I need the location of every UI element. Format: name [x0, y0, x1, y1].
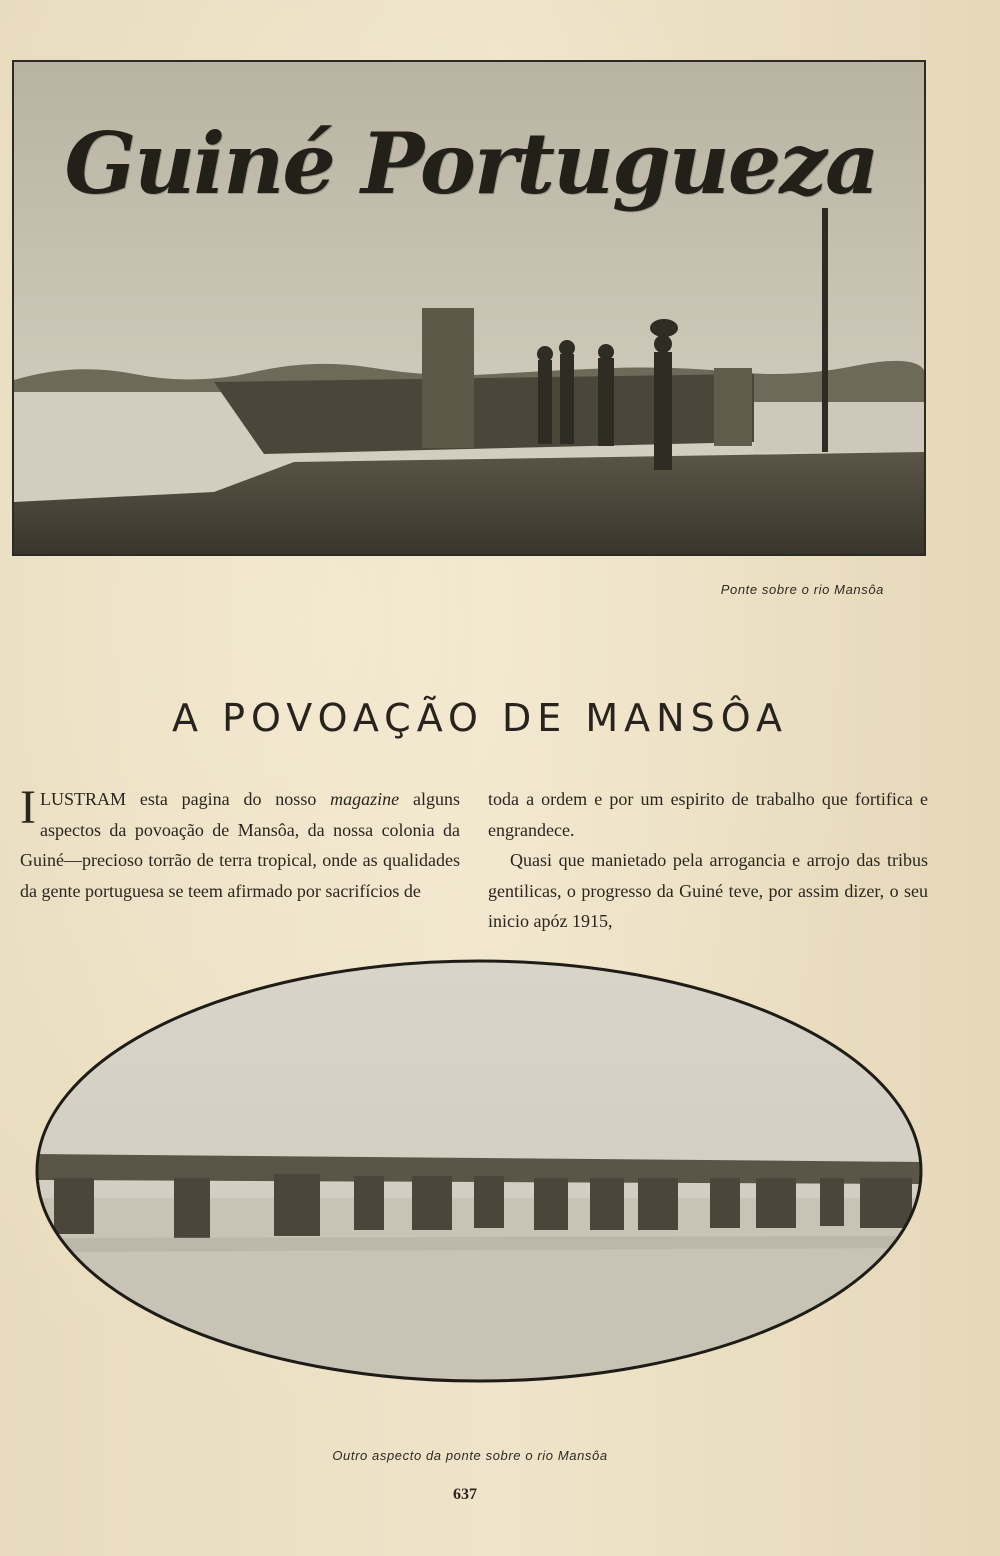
article-paragraph [20, 781, 461, 906]
emphasis-text: magazine [330, 789, 400, 809]
article-paragraph: Quasi que manietado pela arrogancia e arrojo das tribus gentilicas, o progresso da Guiné teve, por assim dizer, o seu inicio apóz 1915, [488, 850, 928, 931]
masthead-title: Guiné Portugueza [64, 114, 878, 213]
bottom-photo-caption: Outro aspecto da ponte sobre o rio Mansôa [332, 1448, 608, 1463]
bridge-oval-illustration [34, 958, 924, 1384]
paragraph-text: LUSTRAM esta pagina do nosso [39, 789, 331, 809]
page-number: 637 [453, 1486, 477, 1503]
article-column-left [20, 781, 461, 906]
bridge-photo-top [12, 60, 926, 556]
article-paragraph: toda a ordem e por um espirito de trabalho que fortifica e engrandece. [488, 789, 928, 840]
paragraph-text: alguns aspectos da povoação de Mansôa, da nossa colonia da Guiné—precioso torrão de terra tropical, onde as qualidades da gente portuguesa se teem afirmado por sacrifícios de [20, 789, 461, 901]
top-photo-caption: Ponte sobre o rio Mansôa [720, 582, 884, 597]
bridge-photo-oval [34, 958, 924, 1384]
article-headline: A POVOAÇÃO DE MANSÔA [172, 696, 788, 740]
drop-cap: I [20, 781, 36, 834]
article-column-right [488, 784, 928, 937]
